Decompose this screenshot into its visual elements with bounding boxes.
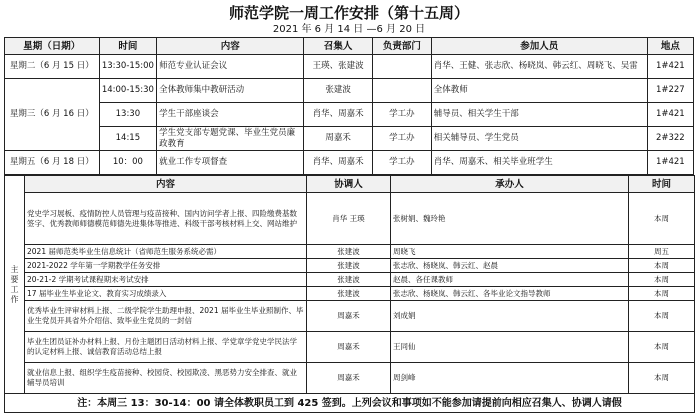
convener-cell: 肖华、周嘉禾 — [304, 103, 373, 127]
work-content-cell: 优秀毕业生评审材料上报、二级学院学生助理申报、2021 届毕业生毕业照制作、毕业生党员开具省外介绍信、致毕业生党员的一封信 — [25, 301, 307, 332]
work-content-cell: 毕业生团员证补办材料上报、月份主题团日活动材料上报、学党章学党史学民法学的认定材料上报、诚信教育活动总结上报 — [25, 332, 307, 363]
time-cell: 13:30 — [99, 103, 157, 127]
convener-cell: 张建波 — [304, 79, 373, 103]
coordinator-cell: 周嘉禾 — [307, 332, 391, 363]
page-title: 师范学院一周工作安排（第十五周） — [228, 4, 469, 22]
handler-cell: 张志欣、杨晓岚、韩云红、各毕业论文指导教师 — [391, 287, 629, 301]
coordinator-cell: 张建波 — [307, 273, 391, 287]
coordinator-cell: 周嘉禾 — [307, 363, 391, 394]
header-work-content: 内容 — [25, 176, 307, 193]
work-time-cell: 本周 — [629, 332, 695, 363]
content-cell: 师范专业认证会议 — [157, 55, 304, 79]
time-cell: 13:30-15:00 — [99, 55, 157, 79]
location-cell: 1#421 — [647, 55, 693, 79]
header-coordinator: 协调人 — [307, 176, 391, 193]
day-cell: 星期二（6 月 15 日） — [5, 55, 100, 79]
attendees-cell: 相关辅导员、学生党员 — [431, 127, 647, 151]
convener-cell: 周嘉禾 — [304, 127, 373, 151]
content-cell: 学生党支部专题党课、毕业生党员廉政教育 — [157, 127, 304, 151]
handler-cell: 张树娟、魏玲艳 — [391, 193, 629, 245]
department-cell — [373, 79, 432, 103]
location-cell: 1#421 — [647, 103, 693, 127]
location-cell: 2#322 — [647, 127, 693, 151]
table-row — [5, 301, 695, 332]
meeting-table — [4, 37, 694, 175]
work-time-cell: 本周 — [629, 301, 695, 332]
work-content-cell: 2021-2022 学年第一学期教学任务安排 — [25, 259, 307, 273]
handler-cell: 王同仙 — [391, 332, 629, 363]
location-cell: 1#227 — [647, 79, 693, 103]
work-content-cell: 就业信息上报、组织学生疫苗接种、校园贷、校园欺凌、黑恶势力安全排查、就业辅导员培训 — [25, 363, 307, 394]
handler-cell: 周剑峰 — [391, 363, 629, 394]
content-cell: 全体教师集中教研活动 — [157, 79, 304, 103]
attendees-cell: 肖华、王健、张志欣、杨晓岚、韩云红、周晓飞、吴雷 — [431, 55, 647, 79]
header-department: 负责部门 — [373, 38, 432, 55]
table-row — [5, 363, 695, 394]
work-time-cell: 本周 — [629, 273, 695, 287]
coordinator-cell: 肖华 王瑛 — [307, 193, 391, 245]
coordinator-cell: 张建波 — [307, 259, 391, 273]
coordinator-cell: 周嘉禾 — [307, 301, 391, 332]
header-convener: 召集人 — [304, 38, 373, 55]
table-row — [5, 193, 695, 245]
handler-cell: 周晓飞 — [391, 245, 629, 259]
coordinator-cell: 张建波 — [307, 287, 391, 301]
work-time-cell: 本周 — [629, 363, 695, 394]
table-row — [5, 55, 694, 79]
time-cell: 10：00 — [99, 151, 157, 175]
table-row — [5, 259, 695, 273]
date-range: 2021 年 6 月 14 日 —6 月 20 日 — [272, 24, 426, 35]
department-cell: 学工办 — [373, 151, 432, 175]
header-location: 地点 — [647, 38, 693, 55]
handler-cell: 张志欣、杨晓岚、韩云红、赵晨 — [391, 259, 629, 273]
table-row — [5, 287, 695, 301]
work-content-cell: 20-21-2 学期考试课程期末考试安排 — [25, 273, 307, 287]
day-cell: 星期三（6 月 16 日） — [5, 79, 100, 151]
work-time-cell: 本周 — [629, 287, 695, 301]
main-work-table — [4, 175, 695, 413]
department-cell: 学工办 — [373, 103, 432, 127]
time-cell: 14:15 — [99, 127, 157, 151]
work-time-cell: 本周 — [629, 259, 695, 273]
table-row — [5, 151, 694, 175]
attendees-cell: 肖华、周嘉禾、相关毕业班学生 — [431, 151, 647, 175]
work-time-cell: 周五 — [629, 245, 695, 259]
coordinator-cell: 张建波 — [307, 245, 391, 259]
content-cell: 学生干部座谈会 — [157, 103, 304, 127]
header-content: 内容 — [157, 38, 304, 55]
handler-cell: 赵晨、各任课教师 — [391, 273, 629, 287]
work-content-cell: 党史学习展板、疫情防控人员管理与疫苗接种、国内访问学者上报、四险缴费基数签字、优秀教师师德模范师德先进集体等推进、科级干部考核材料上交、网站维护 — [25, 193, 307, 245]
header-handler: 承办人 — [391, 176, 629, 193]
footer-note: 注：本周三 13：30-14：00 请全体教职员工到 425 签到。上列会议和事项如不能参加请提前向相应召集人、协调人请假 — [5, 394, 695, 413]
day-cell: 星期五（6 月 18 日） — [5, 151, 100, 175]
work-content-cell: 17 届毕业生毕业论文、教育实习成绩录入 — [25, 287, 307, 301]
attendees-cell: 全体教师 — [431, 79, 647, 103]
content-cell: 就业工作专项督查 — [157, 151, 304, 175]
header-work-time: 时间 — [629, 176, 695, 193]
convener-cell: 王瑛、张建波 — [304, 55, 373, 79]
table-row — [5, 245, 695, 259]
header-attendees: 参加人员 — [431, 38, 647, 55]
header-day: 星期（日期） — [5, 38, 100, 55]
time-cell: 14:00-15:30 — [99, 79, 157, 103]
convener-cell: 肖华、周嘉禾 — [304, 151, 373, 175]
department-cell: 学工办 — [373, 127, 432, 151]
side-label: 主要工作 — [5, 176, 25, 394]
table-row — [5, 79, 694, 103]
work-time-cell: 本周 — [629, 193, 695, 245]
table-row — [5, 127, 694, 151]
table-row — [5, 273, 695, 287]
attendees-cell: 辅导员、相关学生干部 — [431, 103, 647, 127]
table-row — [5, 103, 694, 127]
location-cell: 1#421 — [647, 151, 693, 175]
work-content-cell: 2021 届师范类毕业生信息统计（省师范生服务系统必需） — [25, 245, 307, 259]
department-cell — [373, 55, 432, 79]
header-time: 时间 — [99, 38, 157, 55]
table-row — [5, 332, 695, 363]
handler-cell: 刘成娟 — [391, 301, 629, 332]
